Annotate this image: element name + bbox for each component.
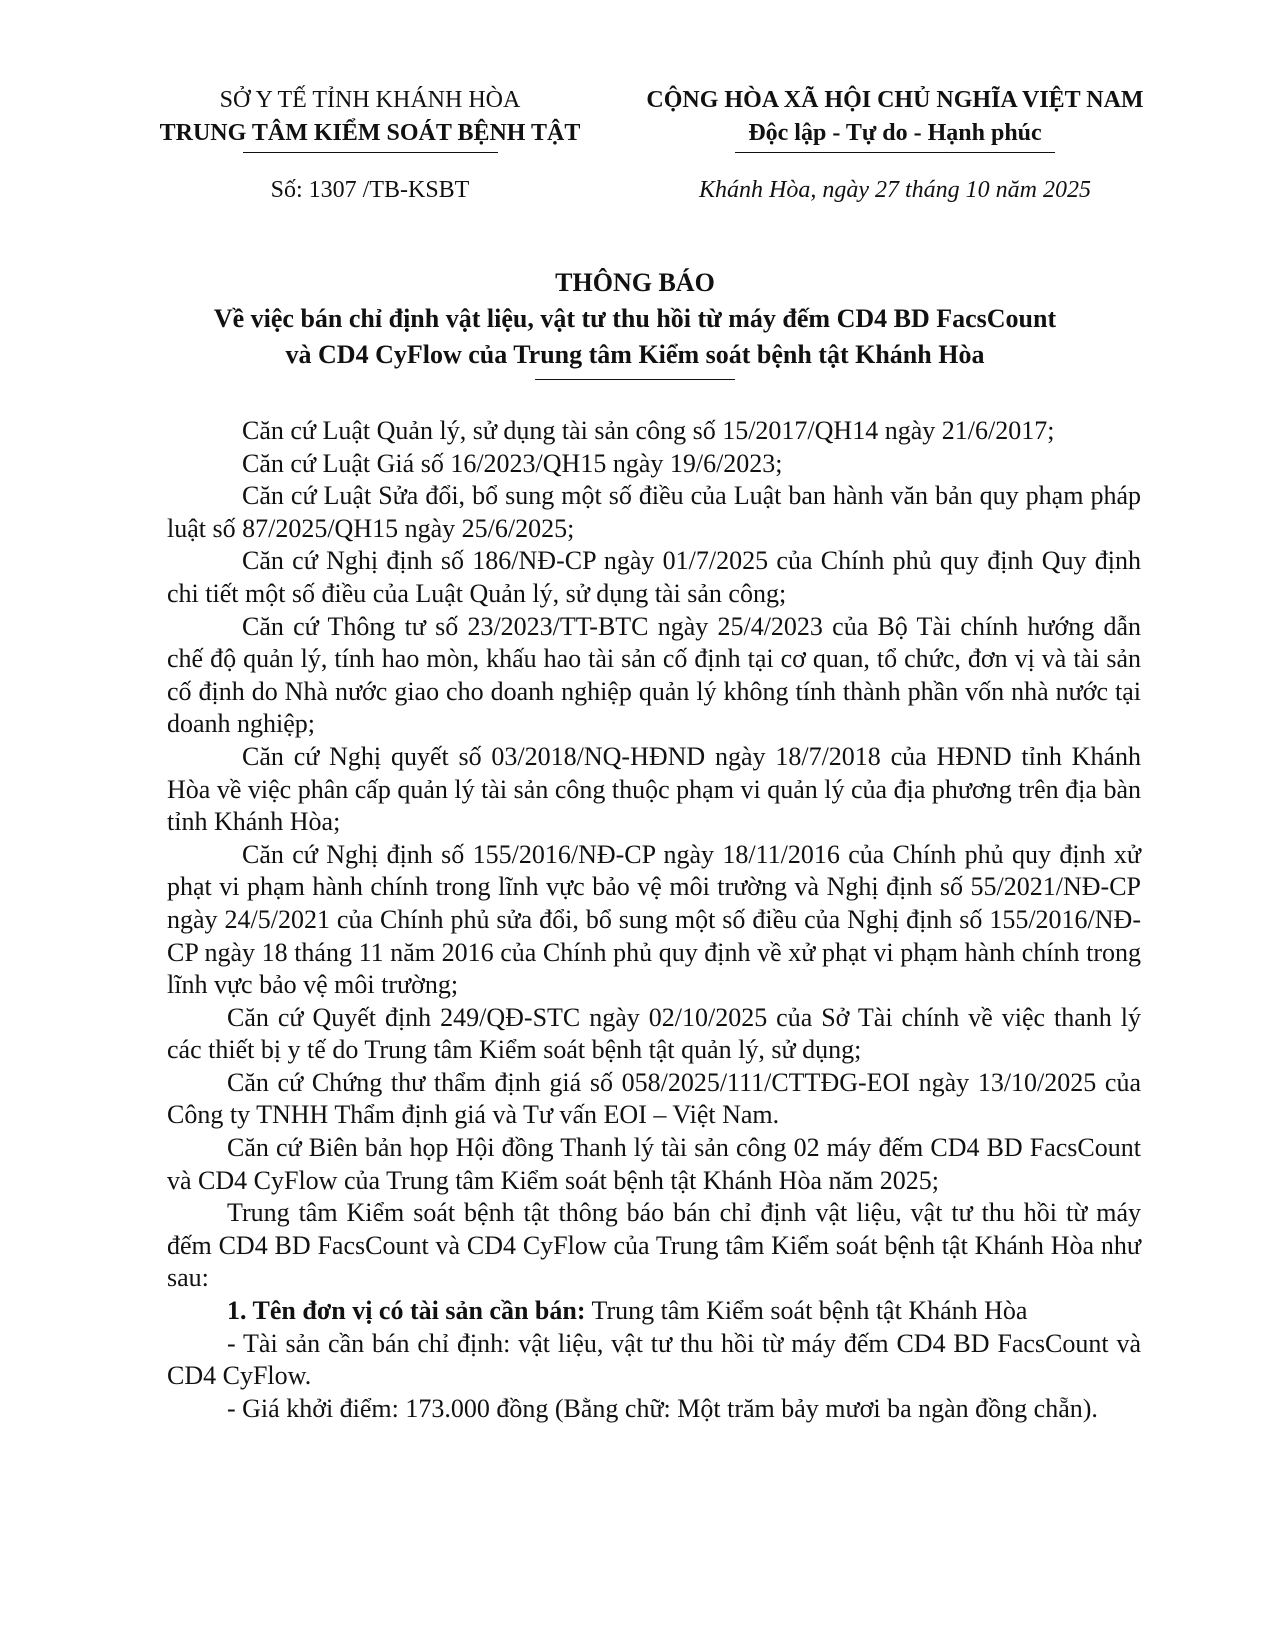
basis-paragraph: Căn cứ Quyết định 249/QĐ-STC ngày 02/10/2025 của Sở Tài chính về việc thanh lý các thiết bị y tế do Trung tâm Kiểm soát bệnh tật quản lý, sử dụng; [167,1002,1141,1065]
basis-paragraph: Căn cứ Nghị định số 155/2016/NĐ-CP ngày 18/11/2016 của Chính phủ quy định xử phạt vi phạm hành chính trong lĩnh vực bảo vệ môi trường và Nghị định số 55/2021/NĐ-CP ngày 24/5/2021 của Chính phủ sửa đổi, bổ sung một số điều của Nghị định số 155/2016/NĐ-CP ngày 18 tháng 11 năm 2016 của Chính phủ quy định về xử phạt vi phạm hành chính trong lĩnh vực bảo vệ môi trường; [167,839,1141,1000]
starting-price-item: - Giá khởi điểm: 173.000 đồng (Bằng chữ: Một trăm bảy mươi ba ngàn đồng chẵn). [227,1393,1098,1423]
announcement-paragraph: Trung tâm Kiểm soát bệnh tật thông báo bán chỉ định vật liệu, vật tư thu hồi từ máy đếm CD4 BD FacsCount và CD4 CyFlow của Trung tâm Kiểm soát bệnh tật Khánh Hòa như sau: [167,1198,1141,1293]
section-1-value: Trung tâm Kiểm soát bệnh tật Khánh Hòa [585,1296,1028,1326]
document-title-block [120,265,1150,380]
national-header [615,84,1175,153]
basis-paragraph: Căn cứ Luật Quản lý, sử dụng tài sản công số 15/2017/QH14 ngày 21/6/2017; [242,416,1055,445]
basis-paragraph: Căn cứ Biên bản họp Hội đồng Thanh lý tài sản công 02 máy đếm CD4 BD FacsCount và CD4 CyFlow của Trung tâm Kiểm soát bệnh tật Khánh Hòa năm 2025; [167,1133,1141,1195]
basis-paragraph: Căn cứ Luật Giá số 16/2023/QH15 ngày 19/6/2023; [242,448,783,478]
document-date: Khánh Hòa, ngày 27 tháng 10 năm 2025 [699,177,1091,203]
section-1-heading [167,1295,1141,1328]
national-motto: Độc lập - Tự do - Hạnh phúc [748,120,1042,146]
title-underline [535,379,735,380]
document-subtitle-line1: Về việc bán chỉ định vật liệu, vật tư thu hồi từ máy đếm CD4 BD FacsCount [213,304,1057,333]
basis-paragraph: Căn cứ Thông tư số 23/2023/TT-BTC ngày 25/4/2023 của Bộ Tài chính hướng dẫn chế độ quản lý, tính hao mòn, khấu hao tài sản cố định tại cơ quan, tổ chức, đơn vị và tài sản cố định do Nhà nước giao cho doanh nghiệp quản lý không tính thành phần vốn nhà nước tại doanh nghiệp; [167,611,1141,739]
basis-paragraph: Căn cứ Nghị quyết số 03/2018/NQ-HĐND ngày 18/7/2018 của HĐND tỉnh Khánh Hòa về việc phân cấp quản lý tài sản công thuộc phạm vi quản lý của địa phương trên địa bàn tỉnh Khánh Hòa; [167,741,1141,837]
national-title: CỘNG HÒA XÃ HỘI CHỦ NGHĨA VIỆT NAM [646,87,1144,113]
section-1-label: 1. Tên đơn vị có tài sản cần bán: [227,1296,586,1326]
asset-item: - Tài sản cần bán chỉ định: vật liệu, vật tư thu hồi từ máy đếm CD4 BD FacsCount và CD4 CyFlow. [167,1328,1141,1391]
basis-paragraph: Căn cứ Luật Sửa đổi, bổ sung một số điều của Luật ban hành văn bản quy phạm pháp luật số 87/2025/QH15 ngày 25/6/2025; [167,481,1141,543]
basis-paragraph: Căn cứ Chứng thư thẩm định giá số 058/2025/111/CTTĐG-EOI ngày 13/10/2025 của Công ty TNHH Thẩm định giá và Tư vấn EOI – Việt Nam. [167,1067,1141,1130]
document-subtitle-line2: và CD4 CyFlow của Trung tâm Kiểm soát bệnh tật Khánh Hòa [285,340,985,369]
motto-underline [735,152,1055,153]
issuer-parent-agency: SỞ Y TẾ TỈNH KHÁNH HÒA [219,87,521,113]
issuer-underline [243,152,498,153]
document-number: Số: 1307 /TB-KSBT [270,177,470,203]
basis-paragraph: Căn cứ Nghị định số 186/NĐ-CP ngày 01/7/2025 của Chính phủ quy định Quy định chi tiết một số điều của Luật Quản lý, sử dụng tài sản công; [167,546,1141,608]
document-body [167,415,1141,1425]
issuer-header [140,84,600,153]
issuer-agency: TRUNG TÂM KIỂM SOÁT BỆNH TẬT [159,120,581,146]
document-title: THÔNG BÁO [555,268,715,297]
